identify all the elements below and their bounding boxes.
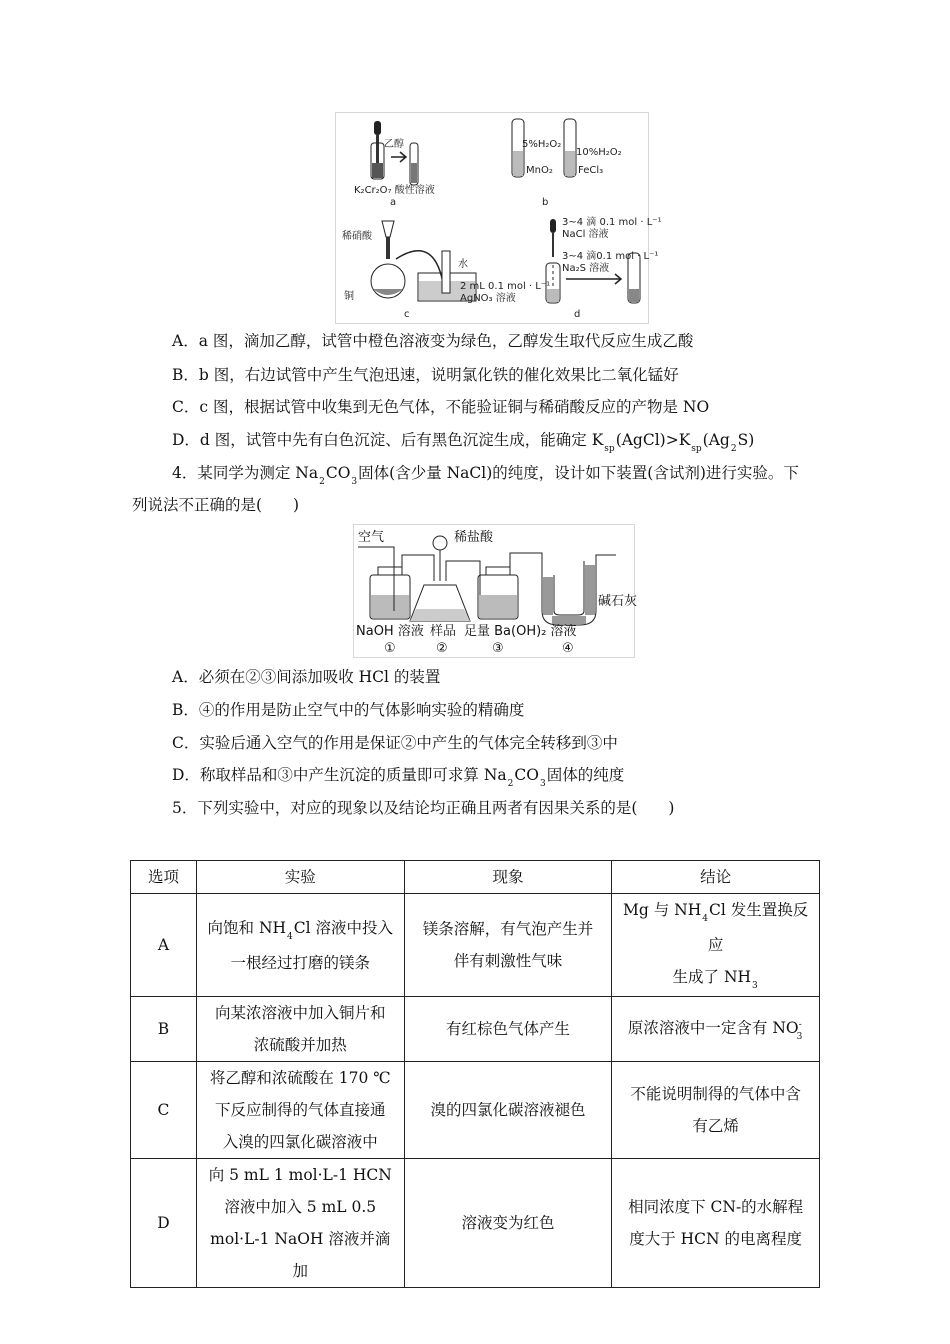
header-conclusion: 结论 [612, 861, 820, 894]
header-option: 选项 [131, 861, 197, 894]
table-row-d [131, 1159, 820, 1288]
label-air: 空气 [358, 530, 385, 545]
q3-option-b: B．b 图，右边试管中产生气泡迅速，说明氯化铁的催化效果比二氧化锰好 [172, 366, 679, 384]
cell-experiment: 向 5 mL 1 mol·L-1 HCN 溶液中加入 5 mL 0.5 mol·L-1 NaOH 溶液并滴加 [196, 1159, 404, 1288]
cell-option: C [131, 1062, 197, 1159]
q4-option-d: D．称取样品和③中产生沉淀的质量即可求算 $Na_2CO_3$固体的纯度 [172, 766, 625, 789]
cell-conclusion: 不能说明制得的气体中含 有乙烯 [612, 1062, 820, 1159]
label-10-h2o2: 10%H₂O₂ [576, 147, 622, 158]
label-na2s-solution: Na₂S 溶液 [562, 263, 610, 274]
cell-experiment: 向饱和 $NH_4Cl$ 溶液中投入 一根经过打磨的镁条 [196, 894, 404, 997]
cell-conclusion: 相同浓度下 CN-的水解程 度大于 HCN 的电离程度 [612, 1159, 820, 1288]
figure-apparatus-abcd [335, 112, 662, 324]
label-dilute-nitric-acid: 稀硝酸 [342, 231, 372, 242]
apparatus-drawing [358, 536, 616, 625]
cell-phenomenon: 有红棕色气体产生 [404, 997, 612, 1062]
label-dilute-hcl: 稀盐酸 [454, 530, 494, 545]
label-copper: 铜 [344, 291, 354, 302]
caption-c: c [404, 309, 410, 320]
q5-stem: 5．下列实验中，对应的现象以及结论均正确且两者有因果关系的是( ) [172, 799, 675, 817]
q4-stem-line2: 列说法不正确的是( ) [132, 496, 300, 514]
label-mno2: MnO₂ [526, 165, 553, 176]
cell-option: D [131, 1159, 197, 1288]
experiment-table [130, 860, 820, 1288]
label-num-1: ① [384, 641, 396, 656]
q4-option-b: B．④的作用是防止空气中的气体影响实验的精确度 [172, 701, 525, 719]
table-row-a [131, 894, 820, 997]
label-baoh2-solution: 足量 Ba(OH)₂ 溶液 [464, 624, 577, 639]
table-row-b [131, 997, 820, 1062]
cell-phenomenon: 镁条溶解，有气泡产生并 伴有刺激性气味 [404, 894, 612, 997]
q3-option-c: C．c 图，根据试管中收集到无色气体，不能验证铜与稀硝酸反应的产物是 NO [172, 398, 710, 416]
label-num-2: ② [436, 641, 448, 656]
label-5-h2o2: 5%H₂O₂ [522, 139, 562, 150]
table-header-row [131, 861, 820, 894]
cell-phenomenon: 溶液变为红色 [404, 1159, 612, 1288]
header-phenomenon: 现象 [404, 861, 612, 894]
panel-a-dropper-and-tube [371, 121, 418, 185]
q4-stem-line1: 4．某同学为测定 $Na_2CO_3$固体(含少量 NaCl)的纯度，设计如下装置(含试剂)进行实验。下 [172, 464, 799, 487]
cell-option: B [131, 997, 197, 1062]
figure-co2-apparatus [353, 524, 638, 658]
header-experiment: 实验 [196, 861, 404, 894]
cell-experiment: 向某浓溶液中加入铜片和 浓硫酸并加热 [196, 997, 404, 1062]
cell-conclusion: Mg 与 $NH_4Cl$ 发生置换反应 生成了 $NH_3$ [612, 894, 820, 997]
label-k2cr2o7: K₂Cr₂O₇ 酸性溶液 [354, 185, 435, 196]
q3-option-d: D．d 图，试管中先有白色沉淀、后有黑色沉淀生成，能确定 $K_{sp}(AgCl)>K_{sp}(Ag_2S)$ [172, 431, 755, 454]
label-agno3-solution: AgNO₃ 溶液 [460, 293, 516, 304]
label-nacl-solution: NaCl 溶液 [562, 229, 609, 240]
cell-option: A [131, 894, 197, 997]
label-na2s-drops: 3~4 滴0.1 mol · L⁻¹ [562, 251, 659, 262]
q4-option-c: C．实验后通入空气的作用是保证②中产生的气体完全转移到③中 [172, 734, 618, 752]
cell-experiment: 将乙醇和浓硫酸在 170 ℃ 下反应制得的气体直接通 入溴的四氯化碳溶液中 [196, 1062, 404, 1159]
label-num-3: ③ [492, 641, 504, 656]
table-row-c [131, 1062, 820, 1159]
label-fecl3: FeCl₃ [578, 165, 604, 176]
label-ethanol: 乙醇 [384, 139, 404, 150]
label-soda-lime: 碱石灰 [598, 594, 638, 609]
label-num-4: ④ [562, 641, 574, 656]
caption-b: b [542, 197, 549, 208]
cell-conclusion: 原浓溶液中一定含有 $NO^-_3$ [612, 997, 820, 1062]
caption-d: d [574, 309, 581, 320]
label-naoh-solution: NaOH 溶液 [356, 624, 424, 639]
label-nacl-drops: 3~4 滴 0.1 mol · L⁻¹ [562, 217, 662, 228]
caption-a: a [390, 197, 397, 208]
label-agno3-volume: 2 mL 0.1 mol · L⁻¹ [460, 281, 551, 292]
q4-option-a: A．必须在②③间添加吸收 HCl 的装置 [172, 668, 441, 686]
cell-phenomenon: 溴的四氯化碳溶液褪色 [404, 1062, 612, 1159]
label-water: 水 [458, 259, 468, 270]
q3-option-a: A．a 图，滴加乙醇，试管中橙色溶液变为绿色，乙醇发生取代反应生成乙酸 [172, 332, 694, 350]
label-sample: 样品 [430, 624, 457, 639]
